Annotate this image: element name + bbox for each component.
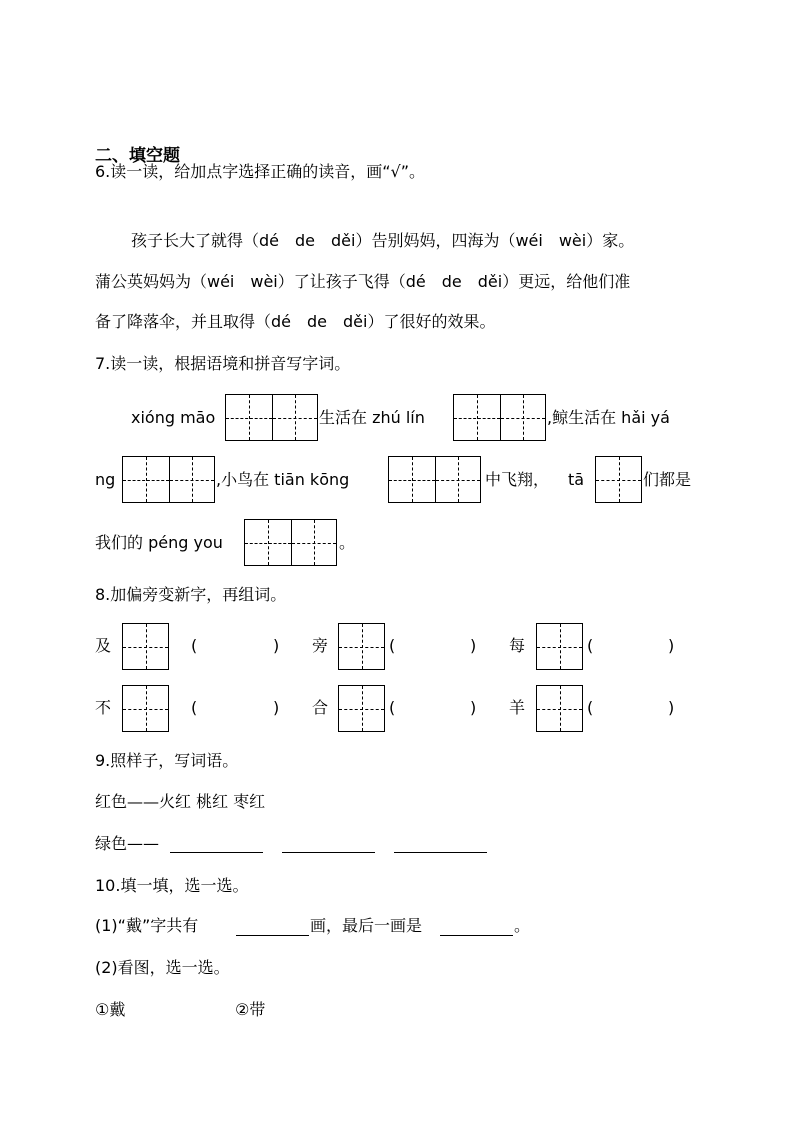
q10-option-1: ①戴 bbox=[95, 1000, 126, 1019]
paren-open: ( bbox=[389, 636, 396, 655]
write-grid-q8[interactable] bbox=[536, 685, 583, 732]
grid-cell[interactable] bbox=[245, 520, 291, 565]
grid-cell[interactable] bbox=[500, 395, 546, 440]
grid-cell[interactable] bbox=[123, 457, 169, 502]
grid-cell[interactable] bbox=[291, 520, 337, 565]
grid-cell[interactable] bbox=[339, 624, 384, 669]
grid-cell[interactable] bbox=[226, 395, 272, 440]
grid-cell[interactable] bbox=[454, 395, 500, 440]
q7-text-10: 。 bbox=[339, 533, 356, 552]
q10-sub2: (2)看图，选一选。 bbox=[95, 958, 230, 977]
grid-cell[interactable] bbox=[537, 686, 582, 731]
paren-open: ( bbox=[587, 698, 594, 717]
q10-sub1-a: (1)“戴”字共有 bbox=[95, 916, 199, 935]
write-grid-haiyang[interactable] bbox=[122, 456, 215, 503]
q10-title: 10.填一填，选一选。 bbox=[95, 876, 249, 895]
write-grid-q8[interactable] bbox=[122, 623, 169, 670]
write-grid-xiongmao[interactable] bbox=[225, 394, 318, 441]
q8-char: 及 bbox=[95, 636, 112, 655]
write-grid-q8[interactable] bbox=[338, 623, 385, 670]
grid-cell[interactable] bbox=[389, 457, 435, 502]
paren-close: ) bbox=[470, 636, 477, 655]
q8-title: 8.加偏旁变新字，再组词。 bbox=[95, 585, 287, 604]
grid-cell[interactable] bbox=[339, 686, 384, 731]
q7-pinyin-ta: tā bbox=[568, 470, 585, 489]
paren-open: ( bbox=[587, 636, 594, 655]
grid-cell[interactable] bbox=[169, 457, 215, 502]
write-grid-tiankong[interactable] bbox=[388, 456, 481, 503]
answer-blank[interactable] bbox=[440, 934, 513, 936]
grid-cell[interactable] bbox=[435, 457, 481, 502]
grid-cell[interactable] bbox=[596, 457, 641, 502]
q6-line3: 备了降落伞，并且取得（dé de děi）了很好的效果。 bbox=[95, 312, 496, 331]
paren-close: ) bbox=[273, 636, 280, 655]
write-grid-ta[interactable] bbox=[595, 456, 642, 503]
q8-char: 每 bbox=[509, 636, 526, 655]
section-title: 二、填空题 bbox=[95, 146, 180, 166]
answer-blank[interactable] bbox=[236, 934, 309, 936]
q9-title: 9.照样子，写词语。 bbox=[95, 751, 239, 770]
q7-text-9: 我们的 péng you bbox=[95, 533, 223, 552]
grid-cell[interactable] bbox=[123, 686, 168, 731]
q7-title: 7.读一读，根据语境和拼音写字词。 bbox=[95, 354, 351, 373]
q7-text-3: ,鲸生活在 hǎi yá bbox=[547, 408, 670, 427]
paren-close: ) bbox=[470, 698, 477, 717]
paren-open: ( bbox=[191, 698, 198, 717]
paren-open: ( bbox=[389, 698, 396, 717]
q6-line1: 孩子长大了就得（dé de děi）告别妈妈，四海为（wéi wèi）家。 bbox=[131, 231, 635, 250]
q7-pinyin-xiongmao: xióng māo bbox=[131, 408, 216, 427]
write-grid-zhulin[interactable] bbox=[453, 394, 546, 441]
q8-char: 旁 bbox=[312, 636, 329, 655]
grid-cell[interactable] bbox=[537, 624, 582, 669]
q7-text-8: 们都是 bbox=[643, 470, 692, 489]
answer-blank[interactable] bbox=[282, 851, 375, 853]
write-grid-q8[interactable] bbox=[338, 685, 385, 732]
q9-prompt: 绿色—— bbox=[95, 834, 160, 853]
answer-blank[interactable] bbox=[170, 851, 263, 853]
q6-line2: 蒲公英妈妈为（wéi wèi）了让孩子飞得（dé de děi）更远，给他们准 bbox=[95, 272, 631, 291]
paren-close: ) bbox=[668, 636, 675, 655]
q8-char: 羊 bbox=[509, 698, 526, 717]
write-grid-q8[interactable] bbox=[122, 685, 169, 732]
paren-close: ) bbox=[668, 698, 675, 717]
q7-text-2: 生活在 zhú lín bbox=[319, 408, 425, 427]
answer-blank[interactable] bbox=[394, 851, 487, 853]
q7-text-5: ,小鸟在 tiān kōng bbox=[216, 470, 350, 489]
q9-example: 红色——火红 桃红 枣红 bbox=[95, 792, 266, 811]
q8-char: 不 bbox=[95, 698, 112, 717]
q8-char: 合 bbox=[312, 698, 329, 717]
write-grid-q8[interactable] bbox=[536, 623, 583, 670]
paren-close: ) bbox=[273, 698, 280, 717]
q10-sub1-c: 。 bbox=[514, 916, 531, 935]
paren-open: ( bbox=[191, 636, 198, 655]
q10-option-2: ②带 bbox=[235, 1000, 266, 1019]
grid-cell[interactable] bbox=[123, 624, 168, 669]
q7-text-4: ng bbox=[95, 470, 116, 489]
q6-title: 6.读一读，给加点字选择正确的读音，画“√”。 bbox=[95, 162, 426, 181]
q7-text-6: 中飞翔， bbox=[485, 470, 550, 489]
write-grid-pengyou[interactable] bbox=[244, 519, 337, 566]
grid-cell[interactable] bbox=[272, 395, 318, 440]
q10-sub1-b: 画，最后一画是 bbox=[310, 916, 423, 935]
